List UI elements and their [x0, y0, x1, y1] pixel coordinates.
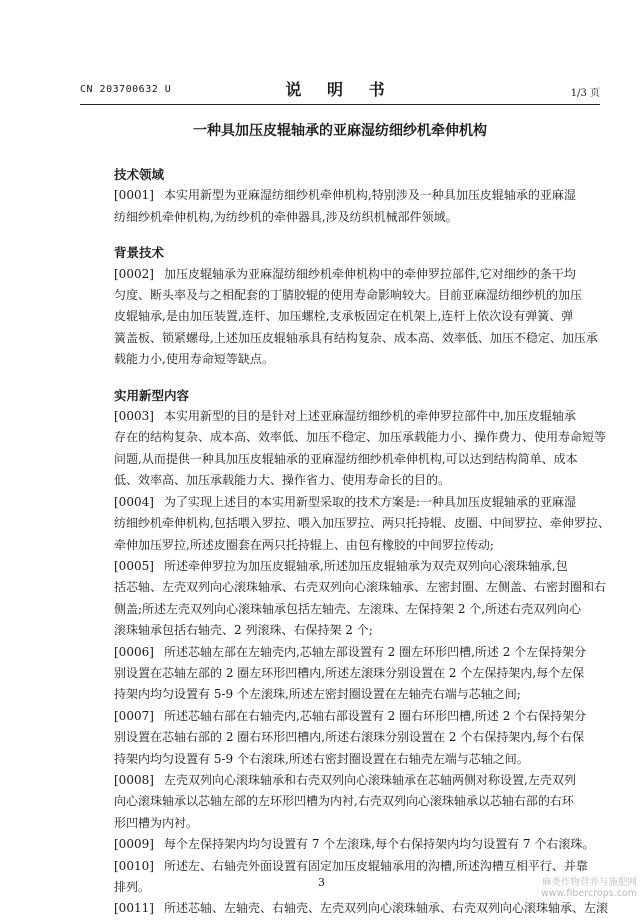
- text-line: 纺细纱机牵伸机构,包括喂入罗拉、喂入加压罗拉、两只托持辊、皮圈、中间罗拉、牵伸罗拉、: [114, 516, 610, 531]
- text-line: 所述左、右轴壳外面设置有固定加压皮辊轴承用的沟槽,所述沟槽互相平行、并靠: [164, 858, 588, 873]
- text-line: 形凹槽为内衬。: [114, 815, 199, 830]
- text-line: 每个左保持架内均匀设置有 7 个左滚珠,每个右保持架内均匀设置有 7 个右滚珠。: [164, 837, 595, 852]
- paragraph-text: [164, 898, 622, 919]
- paragraph: [114, 492, 622, 556]
- text-line: 所述牵伸罗拉为加压皮辊轴承,所述加压皮辊轴承为双壳双列向心滚珠轴承,包: [164, 558, 568, 573]
- text-line: 别设置在芯轴左部的 2 圈左环形凹槽内,所述左滚珠分别设置在 2 个左保持架内,每个左保: [114, 665, 585, 680]
- watermark-name: 麻类作物营养与施肥网: [541, 877, 637, 888]
- paragraph-number: [0004]: [114, 494, 154, 509]
- text-line: 为了实现上述目的本实用新型采取的技术方案是:一种具加压皮辊轴承的亚麻湿: [164, 494, 577, 509]
- page-header: [80, 76, 600, 102]
- paragraph-number: [0005]: [114, 558, 154, 573]
- paragraph-number: [0009]: [114, 837, 154, 852]
- text-line: 持架内均匀设置有 5-9 个右滚珠,所述右密封圈设置在右轴壳左端与芯轴之间。: [114, 751, 529, 766]
- text-line: 问题,从而提供一种具加压皮辊轴承的亚麻湿纺细纱机牵伸机构,可以达到结构简单、成本: [114, 451, 578, 466]
- paragraph-text: [164, 834, 622, 855]
- text-line: 别设置在芯轴右部的 2 圈右环形凹槽内,所述右滚珠分别设置在 2 个右保持架内,每个右保: [114, 730, 585, 745]
- section-heading: 实用新型内容: [114, 387, 190, 403]
- text-line: 存在的结构复杂、成本高、效率低、加压不稳定、加压承载能力小、操作费力、使用寿命短等: [114, 430, 607, 445]
- text-line: 本实用新型的目的是针对上述亚麻湿纺细纱机的牵伸罗拉部件中,加压皮辊轴承: [164, 409, 576, 424]
- text-line: 所述芯轴右部在右轴壳内,芯轴右部设置有 2 圈右环形凹槽,所述 2 个右保持架分: [164, 708, 587, 723]
- text-line: 向心滚珠轴承以芯轴左部的左环形凹槽为内衬,右壳双列向心滚珠轴承以芯轴右部的右环: [114, 794, 574, 809]
- text-line: 所述芯轴左部在左轴壳内,芯轴左部设置有 2 圈左环形凹槽,所述 2 个左保持架分: [164, 644, 587, 659]
- text-line: 排列。: [114, 880, 151, 894]
- paragraph: [114, 556, 622, 642]
- text-line: 纺细纱机牵伸机构,为纺纱机的牵伸器具,涉及纺织机械部件领域。: [114, 209, 458, 224]
- document-type: 说 明 书: [285, 80, 395, 99]
- text-line: 簧盖板、锁紧螺母,上述加压皮辊轴承具有结构复杂、成本高、效率低、加压不稳定、加压承: [114, 330, 598, 345]
- paragraph-number: [0002]: [114, 266, 154, 281]
- text-line: 牵伸加压罗拉,所述皮圈套在两只托持辊上、由包有橡胶的中间罗拉传动;: [114, 537, 494, 552]
- paragraph: [114, 834, 622, 855]
- paragraph: [114, 706, 622, 770]
- page-number: 3: [318, 876, 325, 889]
- text-line: 括芯轴、左壳双列向心滚珠轴承、右壳双列向心滚珠轴承、左密封圈、左侧盖、右密封圈和右: [114, 580, 607, 595]
- document-body: [114, 164, 622, 920]
- text-line: 皮辊轴承,是由加压装置,连杆、加压螺栓,支承板固定在机架上,连杆上依次设有弹簧、弹: [114, 309, 574, 324]
- text-line: 侧盖;所述左壳双列向心滚珠轴承包括左轴壳、左滚珠、左保持架 2 个,所述右壳双列向心: [114, 601, 582, 616]
- paragraph: [114, 185, 622, 228]
- patent-number: CN 203700632 U: [80, 84, 172, 95]
- paragraph: [114, 264, 622, 371]
- paragraph-number: [0010]: [114, 858, 154, 873]
- text-line: 本实用新型为亚麻湿纺细纱机牵伸机构,特别涉及一种具加压皮辊轴承的亚麻湿: [164, 188, 576, 203]
- paragraph-number: [0011]: [114, 901, 154, 916]
- header-divider: [80, 104, 600, 105]
- document-title: 一种具加压皮辊轴承的亚麻湿纺细纱机牵伸机构: [193, 123, 487, 139]
- text-line: 加压皮辊轴承为亚麻湿纺细纱机牵伸机构中的牵伸罗拉部件,它对细纱的条干均: [164, 266, 576, 281]
- text-line: 持架内均匀设置有 5-9 个左滚珠,所述左密封圈设置在左轴壳右端与芯轴之间;: [114, 687, 521, 702]
- text-line: 匀度、断头率及与之相配套的丁腈胶辊的使用寿命影响较大。目前亚麻湿纺细纱机的加压: [114, 288, 583, 303]
- watermark-url: www.fibercrops.com: [540, 888, 637, 899]
- paragraph-number: [0001]: [114, 188, 154, 203]
- paragraph-number: [0007]: [114, 708, 154, 723]
- text-line: 低、效率高、加压承载能力大、操作省力、使用寿命长的目的。: [114, 473, 451, 488]
- text-line: 所述芯轴、左轴壳、右轴壳、左壳双列向心滚珠轴承、右壳双列向心滚珠轴承、左滚: [164, 901, 609, 916]
- paragraph: [114, 406, 622, 492]
- paragraph-number: [0006]: [114, 644, 154, 659]
- paragraph: [114, 642, 622, 706]
- paragraph: [114, 898, 622, 919]
- text-line: 载能力小,使用寿命短等缺点。: [114, 352, 274, 367]
- text-line: 左壳双列向心滚珠轴承和右壳双列向心滚珠轴承在芯轴两侧对称设置,左壳双列: [164, 772, 576, 787]
- page-indicator: 1/3 页: [570, 88, 600, 99]
- site-watermark: [541, 877, 637, 899]
- text-line: 滚珠轴承包括右轴壳、2 列滚珠、右保持架 2 个;: [114, 623, 373, 638]
- section-heading: 背景技术: [114, 245, 165, 261]
- paragraph-number: [0003]: [114, 409, 154, 424]
- paragraph-number: [0008]: [114, 772, 154, 787]
- paragraph: [114, 770, 622, 834]
- section-heading: 技术领域: [114, 167, 165, 182]
